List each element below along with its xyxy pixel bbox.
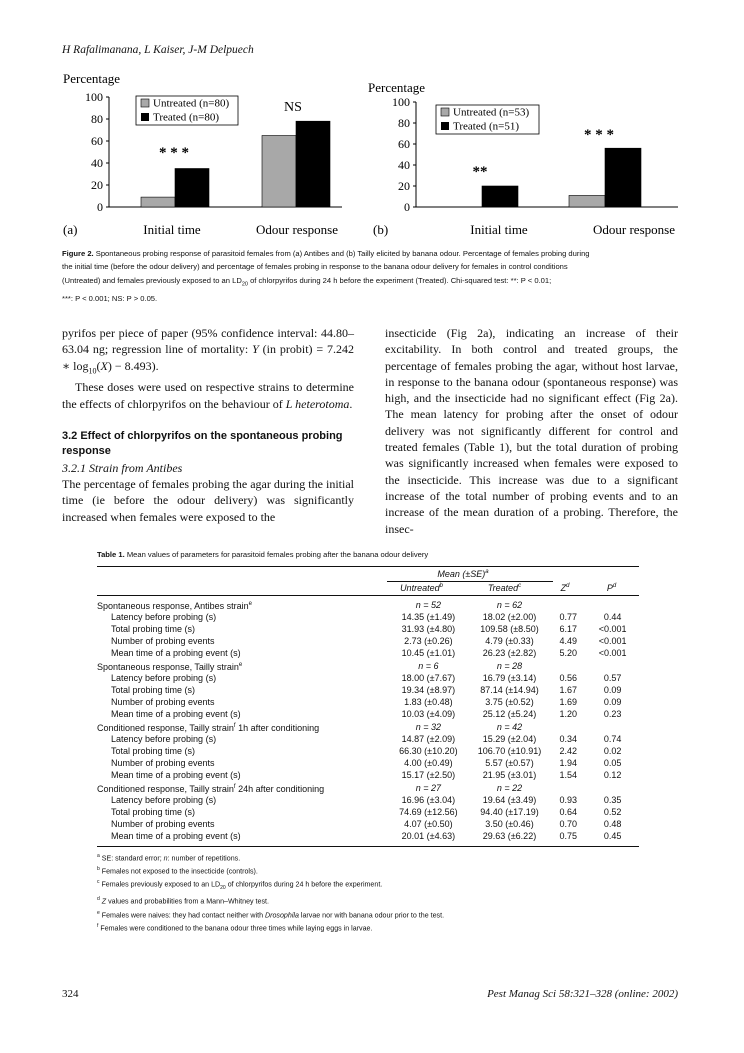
table-row (97, 819, 639, 831)
header-group-rule (387, 581, 553, 582)
legend-label-treated-a: Treated (n=80) (153, 111, 219, 124)
cell-p: <0.001 (598, 635, 627, 646)
cell-p: <0.001 (598, 624, 627, 635)
table-group-row (97, 782, 639, 796)
figure-caption-line-3a: (Untreated) and females previously exposed to an LD (62, 275, 242, 285)
row-label: Latency before probing (s) (111, 673, 217, 684)
cell-z: 4.49 (559, 635, 577, 646)
cell-p: 0.23 (603, 708, 622, 719)
x-category-label: Odour response (256, 222, 338, 237)
table-footnote: $^e$ Females were naives: they had contact neither with Drosophila larvae nor with banana odour prior to the test. (97, 909, 445, 920)
x-category-label: Initial time (143, 222, 201, 237)
n-untreated: n = 32 (415, 721, 442, 732)
group-label: Spontaneous response, Antibes strain$^e$ (97, 600, 252, 611)
figure-caption-line-2: the initial time (before the odour delivery) and percentage of females probing in response to the banana odour delivery for females in control conditions (62, 262, 568, 272)
header-mean-se (380, 567, 546, 581)
row-label: Number of probing events (111, 818, 215, 829)
row-label: Mean time of a probing event (s) (111, 647, 241, 658)
y-tick-label: 100 (392, 95, 410, 109)
y-tick-label: 100 (85, 90, 103, 104)
row-label: Total probing time (s) (111, 624, 196, 635)
variable-x: X (100, 358, 108, 373)
table-footnote: $^f$ Females were conditioned to the banana odour three times while laying eggs in larvae. (97, 923, 373, 933)
cell-treated: 5.57 (±0.57) (485, 757, 534, 768)
figure-panel-b (368, 80, 678, 237)
table-row (97, 673, 639, 685)
cell-p: 0.44 (603, 612, 622, 623)
figure-panel-a (63, 71, 342, 237)
row-label: Number of probing events (111, 635, 215, 646)
footnote-marker: a (485, 569, 489, 575)
table-row (97, 758, 639, 770)
paragraph-doses (62, 379, 354, 412)
paragraph-dose-regression (62, 325, 354, 379)
body-column-left (62, 325, 354, 525)
cell-z: 1.69 (559, 696, 577, 707)
row-label: Mean time of a probing event (s) (111, 830, 241, 841)
cell-treated: 21.95 (±3.01) (482, 769, 537, 780)
cell-treated: 87.14 (±14.94) (480, 685, 539, 696)
table-row (97, 648, 639, 660)
text-run: . (349, 396, 353, 411)
cell-untreated: 10.03 (±4.09) (401, 708, 456, 719)
text-run: pyrifos per piece of paper (95% confidence interval: 44.80–63.04 ng; regression line of mortality: (62, 326, 354, 357)
n-treated: n = 62 (496, 599, 523, 610)
figure-caption-line-3b: of chlorpyrifos during 24 h before the experiment (Treated). Chi-squared test: **: P < 0.01; (247, 275, 552, 285)
cell-untreated: 31.93 (±4.80) (401, 624, 456, 635)
bar-untreated-odour (262, 136, 296, 208)
y-tick-label: 80 (398, 116, 410, 130)
cell-treated: 15.29 (±2.04) (482, 734, 537, 745)
cell-p: 0.35 (603, 795, 622, 806)
row-label: Number of probing events (111, 757, 215, 768)
col-header-z-text: Z (560, 582, 567, 593)
table-body (97, 599, 639, 843)
sig-label-b-initial: ** (472, 164, 488, 180)
cell-untreated: 66.30 (±10.20) (399, 746, 458, 757)
cell-z: 1.94 (559, 757, 577, 768)
x-category-label: Odour response (593, 222, 675, 237)
cell-treated: 16.79 (±3.14) (482, 673, 537, 684)
cell-z: 0.64 (559, 807, 577, 818)
cell-p: 0.52 (603, 807, 622, 818)
cell-p: 0.02 (603, 746, 622, 757)
footnote-marker: c (518, 582, 522, 589)
cell-treated: 19.64 (±3.49) (482, 795, 537, 806)
y-axis-title-a: Percentage (63, 71, 121, 86)
y-tick-label: 60 (91, 134, 103, 148)
cell-z: 1.54 (559, 769, 577, 780)
footnote-marker: d (566, 582, 570, 589)
n-untreated: n = 6 (418, 660, 439, 671)
cell-p: 0.05 (603, 757, 622, 768)
table-row (97, 697, 639, 709)
table-row (97, 831, 639, 843)
text-run: (in probit) = 7.242 ∗ log (62, 342, 355, 373)
cell-treated: 18.02 (±2.00) (482, 612, 537, 623)
bar-treated-odour (296, 121, 330, 207)
col-header-untreated-text: Untreated (400, 582, 440, 593)
variable-y: Y (252, 342, 259, 357)
cell-z: 1.67 (559, 685, 577, 696)
n-untreated: n = 52 (415, 599, 442, 610)
cell-p: 0.12 (603, 769, 622, 780)
panel-label-a: (a) (63, 222, 78, 237)
cell-z: 0.93 (559, 795, 577, 806)
row-label: Number of probing events (111, 696, 215, 707)
row-label: Latency before probing (s) (111, 612, 217, 623)
legend-swatch-untreated-a (141, 99, 149, 107)
y-tick-label: 60 (398, 137, 410, 151)
table-footnote: $^b$ Females not exposed to the insecticide (controls). (97, 865, 258, 876)
cell-untreated: 10.45 (±1.01) (401, 647, 456, 658)
sig-label-a-initial: * * * (159, 145, 189, 161)
row-label: Mean time of a probing event (s) (111, 769, 241, 780)
table-row (97, 734, 639, 746)
y-tick-label: 20 (91, 178, 103, 192)
text-run: ) − 8.493). (107, 358, 159, 373)
table-1 (97, 550, 639, 935)
cell-untreated: 14.87 (±2.09) (401, 734, 456, 745)
table-row (97, 612, 639, 624)
cell-untreated: 18.00 (±7.67) (401, 673, 456, 684)
species-name: L heterotoma (285, 396, 350, 411)
table-title (97, 550, 639, 559)
legend-label-untreated-a: Untreated (n=80) (153, 97, 230, 110)
cell-p: 0.09 (603, 685, 622, 696)
table-row (97, 746, 639, 758)
n-treated: n = 28 (496, 660, 523, 671)
figure-caption-line-1: Spontaneous probing response of parasitoid females from (a) Antibes and (b) Tailly elicited by banana odour. Percentage of females probing during (93, 249, 590, 258)
cell-z: 0.56 (559, 673, 577, 684)
col-header-z (546, 581, 584, 595)
figure-2 (55, 68, 685, 244)
row-label: Total probing time (s) (111, 685, 196, 696)
group-label: Conditioned response, Tailly strain$^f$ 24h after conditioning (97, 783, 325, 794)
y-tick-label: 0 (404, 200, 410, 214)
table-row (97, 685, 639, 697)
log-subscript: 10 (88, 365, 97, 375)
panel-label-b: (b) (373, 222, 389, 237)
col-header-p (584, 581, 639, 595)
table-row (97, 636, 639, 648)
table-group-row (97, 721, 639, 735)
data-table-header (97, 581, 639, 595)
cell-treated: 106.70 (±10.91) (477, 746, 542, 757)
cell-z: 5.20 (559, 647, 577, 658)
table-header-rule (97, 595, 639, 596)
cell-z: 0.77 (559, 612, 577, 623)
journal-reference: Pest Manag Sci 58:321–328 (online: 2002) (487, 988, 678, 1000)
row-label: Total probing time (s) (111, 746, 196, 757)
table-row (97, 624, 639, 636)
bar-treated-odour (605, 148, 641, 207)
cell-treated: 26.23 (±2.82) (482, 647, 537, 658)
bar-treated-initial (482, 186, 518, 207)
n-treated: n = 22 (496, 782, 523, 793)
x-category-label: Initial time (470, 222, 528, 237)
cell-untreated: 4.07 (±0.50) (404, 818, 453, 829)
table-row (97, 709, 639, 721)
legend-swatch-treated-a (141, 113, 149, 121)
y-tick-label: 40 (91, 156, 103, 170)
legend-label-treated-b: Treated (n=51) (453, 120, 519, 133)
legend-label-untreated-b: Untreated (n=53) (453, 106, 530, 119)
cell-p: 0.09 (603, 696, 622, 707)
footnote-marker: b (439, 582, 443, 589)
table-title-text: Mean values of parameters for parasitoid females probing after the banana odour delivery (124, 550, 429, 559)
cell-p: 0.57 (603, 673, 622, 684)
cell-z: 2.42 (559, 746, 577, 757)
running-head: H Rafalimanana, L Kaiser, J-M Delpuech (62, 44, 254, 56)
cell-untreated: 14.35 (±1.49) (401, 612, 456, 623)
row-label: Total probing time (s) (111, 807, 196, 818)
cell-treated: 25.12 (±5.24) (482, 708, 537, 719)
cell-untreated: 16.96 (±3.04) (401, 795, 456, 806)
figure-caption-line-4: ***: P < 0.001; NS: P > 0.05. (62, 293, 158, 303)
cell-untreated: 4.00 (±0.49) (404, 757, 453, 768)
group-label: Spontaneous response, Tailly strain$^e$ (97, 661, 243, 672)
row-label: Latency before probing (s) (111, 734, 217, 745)
page-number: 324 (62, 988, 79, 1000)
cell-z: 1.20 (559, 708, 577, 719)
n-treated: n = 42 (496, 721, 523, 732)
paragraph-antibes: The percentage of females probing the agar during the initial time (ie before the odour delivery) was significantly increased when females were exposed to the (62, 477, 354, 524)
subsection-heading: 3.2.1 Strain from Antibes (62, 460, 183, 475)
bar-treated-initial (175, 169, 209, 208)
body-column-right (385, 325, 678, 537)
y-tick-label: 80 (91, 112, 103, 126)
table-row (97, 807, 639, 819)
table-footnotes (97, 851, 639, 935)
legend-swatch-treated-b (441, 122, 449, 130)
cell-treated: 3.50 (±0.46) (485, 818, 534, 829)
table-bottom-rule (97, 846, 639, 847)
cell-untreated: 20.01 (±4.63) (401, 830, 456, 841)
cell-treated: 109.58 (±8.50) (480, 624, 539, 635)
table-title-label: Table 1. (97, 550, 125, 559)
y-axis-title-b: Percentage (368, 80, 426, 95)
text-run: ( (96, 358, 101, 373)
figure-caption-ld-sub: 20 (241, 281, 248, 288)
cell-p: 0.48 (603, 818, 622, 829)
row-label: Latency before probing (s) (111, 795, 217, 806)
table-footnote: $^c$ Females previously exposed to an $LD_{20}$ of chlorpyrifos during 24 h before the experiment. (97, 879, 383, 892)
y-tick-label: 40 (398, 158, 410, 172)
text-run: These doses were used on respective strains to determine the effects of chlorpyrifos on the behaviour of (62, 380, 354, 411)
table-row (97, 795, 639, 807)
table-group-row (97, 599, 639, 613)
bar-untreated-initial (141, 197, 175, 207)
figure-caption-label: Figure 2. (62, 249, 94, 258)
cell-untreated: 2.73 (±0.26) (404, 635, 453, 646)
sig-label-b-odour: * * * (584, 127, 614, 143)
sig-label-a-odour: NS (284, 100, 302, 115)
legend-swatch-untreated-b (441, 108, 449, 116)
cell-untreated: 19.34 (±8.97) (401, 685, 456, 696)
n-untreated: n = 27 (415, 782, 442, 793)
col-header-treated (463, 581, 546, 595)
col-header-p-text: P (606, 582, 613, 593)
cell-z: 6.17 (559, 624, 577, 635)
cell-z: 0.75 (559, 830, 577, 841)
table-row (97, 770, 639, 782)
cell-p: <0.001 (598, 647, 627, 658)
paragraph-results: insecticide (Fig 2a), indicating an increase of their excitability. In both control and treated groups, the percentage of females probing the agar, without host larvae, in response to the banana odour (spontaneous response) was high, and the insecticide had no significant effect (Fig 2a). The mean latency for probing after the onset of odour delivery was not significantly different for control and treated females (Table 1), but the total duration of probing was significantly increased when females were exposed to the insecticide. This increase was due to a significant increase of the total number of probing events and to an increase of the mean duration of a probing. Therefore, the insec- (385, 326, 678, 536)
cell-treated: 29.63 (±6.22) (482, 830, 537, 841)
cell-treated: 94.40 (±17.19) (480, 807, 539, 818)
table-footnote: $^a$ SE: standard error; n: number of repetitions. (97, 852, 241, 862)
footnote-marker: d (612, 582, 617, 589)
col-header-treated-text: Treated (487, 582, 519, 593)
cell-p: 0.74 (603, 734, 622, 745)
cell-treated: 4.79 (±0.33) (485, 635, 534, 646)
figure-caption (62, 247, 677, 305)
group-label: Conditioned response, Tailly strain$^f$ 1h after conditioning (97, 722, 320, 733)
header-mean-se-text: Mean (±SE) (437, 569, 486, 579)
table-group-row (97, 660, 639, 674)
cell-p: 0.45 (603, 830, 622, 841)
data-table (97, 567, 639, 581)
cell-untreated: 1.83 (±0.48) (404, 696, 453, 707)
cell-untreated: 74.69 (±12.56) (399, 807, 458, 818)
y-tick-label: 0 (97, 200, 103, 214)
cell-treated: 3.75 (±0.52) (485, 696, 534, 707)
bar-untreated-odour (569, 195, 605, 207)
col-header-untreated (380, 581, 463, 595)
table-footnote: $^d$ Z values and probabilities from a Mann–Whitney test. (97, 896, 269, 906)
row-label: Mean time of a probing event (s) (111, 708, 241, 719)
y-tick-label: 20 (398, 179, 410, 193)
cell-z: 0.34 (559, 734, 577, 745)
section-heading: 3.2 Effect of chlorpyrifos on the spontaneous probing response (62, 429, 343, 458)
cell-z: 0.70 (559, 818, 577, 829)
cell-untreated: 15.17 (±2.50) (401, 769, 456, 780)
